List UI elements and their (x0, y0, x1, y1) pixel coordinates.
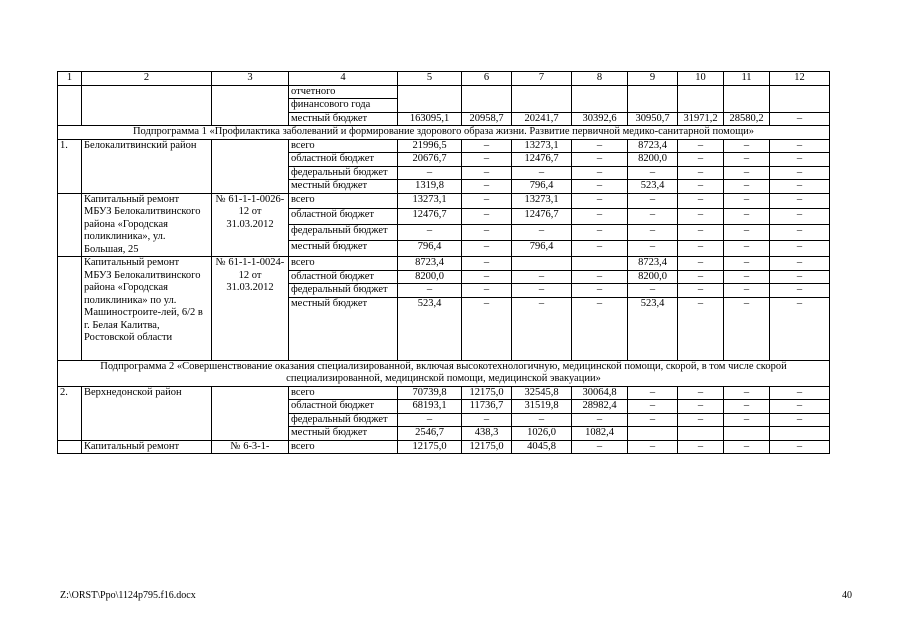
num-cell: 2. (58, 386, 82, 440)
label-cell: местный бюджет (289, 112, 398, 126)
value-cell: – (462, 257, 512, 271)
value-cell: 28982,4 (572, 400, 628, 414)
table-row (58, 139, 830, 153)
value-cell: 20958,7 (462, 112, 512, 126)
value-cell: – (724, 257, 770, 271)
value-cell: – (678, 297, 724, 360)
value-cell: – (724, 413, 770, 427)
value-cell: – (770, 440, 830, 454)
value-cell: – (398, 284, 462, 298)
value-cell: – (628, 193, 678, 209)
value-cell: – (572, 193, 628, 209)
value-cell: – (724, 193, 770, 209)
value-cell: – (572, 225, 628, 241)
label-cell: всего (289, 193, 398, 209)
column-header: 12 (770, 72, 830, 86)
value-cell (628, 427, 678, 441)
value-cell: – (724, 209, 770, 225)
subprogram-row (58, 360, 830, 386)
label-cell: всего (289, 386, 398, 400)
value-cell: 796,4 (398, 241, 462, 257)
value-cell: – (572, 413, 628, 427)
value-cell: 68193,1 (398, 400, 462, 414)
header-row (58, 72, 830, 86)
value-cell: – (572, 270, 628, 284)
value-cell: 13273,1 (512, 193, 572, 209)
value-cell: – (572, 139, 628, 153)
label-cell: финансового года (289, 99, 398, 113)
object-name: Верхнедонской район (82, 386, 212, 440)
value-cell: – (398, 413, 462, 427)
value-cell: – (678, 193, 724, 209)
object-name: Капитальный ремонт МБУЗ Белокалитвинского района «Городская поликлиника» по ул. Машиностроите-лей, 6/2 в г. Белая Калитва, Ростовской области (82, 257, 212, 361)
value-cell: – (678, 400, 724, 414)
value-cell: 12175,0 (462, 386, 512, 400)
value-cell: – (462, 153, 512, 167)
value-cell: – (398, 225, 462, 241)
value-cell: – (398, 166, 462, 180)
value-cell: – (572, 241, 628, 257)
value-cell: – (770, 241, 830, 257)
object-name: Белокалитвинский район (82, 139, 212, 193)
value-cell: – (628, 166, 678, 180)
num-cell: 1. (58, 139, 82, 193)
value-cell (770, 427, 830, 441)
value-cell: 523,4 (628, 297, 678, 360)
object-name: Капитальный ремонт (82, 440, 212, 454)
value-cell: – (512, 297, 572, 360)
value-cell: – (572, 209, 628, 225)
value-cell: – (628, 241, 678, 257)
value-cell: – (572, 440, 628, 454)
value-cell: – (628, 284, 678, 298)
value-cell: – (724, 440, 770, 454)
value-cell: – (678, 139, 724, 153)
label-cell: областной бюджет (289, 153, 398, 167)
name-cell (82, 85, 212, 126)
value-cell: 12476,7 (512, 209, 572, 225)
value-cell: 11736,7 (462, 400, 512, 414)
value-cell: – (512, 270, 572, 284)
column-header: 4 (289, 72, 398, 86)
value-cell: – (572, 180, 628, 194)
value-cell: 12476,7 (512, 153, 572, 167)
value-cell: 12175,0 (398, 440, 462, 454)
value-cell: – (678, 241, 724, 257)
label-cell: отчетного (289, 85, 398, 99)
object-name: Капитальный ремонт МБУЗ Белокалитвинского района «Городская поликлиника», ул. Большая, 25 (82, 193, 212, 257)
value-cell: – (628, 413, 678, 427)
value-cell: – (462, 284, 512, 298)
value-cell: 796,4 (512, 180, 572, 194)
document-ref (212, 139, 289, 193)
value-cell: 1319,8 (398, 180, 462, 194)
value-cell: 8200,0 (628, 270, 678, 284)
value-cell: – (462, 297, 512, 360)
value-cell (770, 85, 830, 112)
value-cell: – (462, 413, 512, 427)
value-cell: – (724, 270, 770, 284)
column-header: 10 (678, 72, 724, 86)
value-cell: 20676,7 (398, 153, 462, 167)
value-cell: 8200,0 (628, 153, 678, 167)
label-cell: местный бюджет (289, 180, 398, 194)
label-cell: местный бюджет (289, 297, 398, 360)
value-cell: – (724, 400, 770, 414)
value-cell (678, 427, 724, 441)
value-cell: 28580,2 (724, 112, 770, 126)
value-cell: – (724, 180, 770, 194)
value-cell (572, 257, 628, 271)
value-cell (512, 257, 572, 271)
num-cell (58, 257, 82, 361)
value-cell: – (770, 270, 830, 284)
value-cell: – (770, 139, 830, 153)
value-cell: – (770, 257, 830, 271)
value-cell: – (572, 166, 628, 180)
subprogram-title: Подпрограмма 1 «Профилактика заболеваний и формирование здорового образа жизни. Развитие первичной медико-санитарной помощи» (58, 126, 830, 140)
value-cell: – (462, 225, 512, 241)
value-cell: – (678, 257, 724, 271)
value-cell: 523,4 (628, 180, 678, 194)
value-cell: – (770, 284, 830, 298)
label-cell: федеральный бюджет (289, 225, 398, 241)
num-cell (58, 440, 82, 454)
column-header: 1 (58, 72, 82, 86)
value-cell: 30392,6 (572, 112, 628, 126)
value-cell: 438,3 (462, 427, 512, 441)
value-cell: – (770, 193, 830, 209)
value-cell: – (724, 284, 770, 298)
label-cell: областной бюджет (289, 400, 398, 414)
column-header: 3 (212, 72, 289, 86)
label-cell: областной бюджет (289, 209, 398, 225)
column-header: 2 (82, 72, 212, 86)
value-cell: 1026,0 (512, 427, 572, 441)
value-cell: – (724, 225, 770, 241)
value-cell: 2546,7 (398, 427, 462, 441)
label-cell: федеральный бюджет (289, 284, 398, 298)
label-cell: всего (289, 257, 398, 271)
value-cell: – (512, 166, 572, 180)
value-cell: – (724, 297, 770, 360)
value-cell: – (462, 270, 512, 284)
value-cell: 30064,8 (572, 386, 628, 400)
label-cell: федеральный бюджет (289, 166, 398, 180)
column-header: 11 (724, 72, 770, 86)
value-cell: 21996,5 (398, 139, 462, 153)
value-cell: – (512, 284, 572, 298)
value-cell: 31519,8 (512, 400, 572, 414)
value-cell: – (462, 166, 512, 180)
value-cell: – (678, 153, 724, 167)
value-cell: 31971,2 (678, 112, 724, 126)
document-ref: № 6-3-1- (212, 440, 289, 454)
value-cell: – (770, 225, 830, 241)
value-cell: 796,4 (512, 241, 572, 257)
subprogram-title: Подпрограмма 2 «Совершенствование оказания специализированной, включая высокотехнологичную, медицинской помощи, скорой, в том числе скорой специализированной, медицинской помощи, медицинской эвакуации» (58, 360, 830, 386)
table-row (58, 85, 830, 99)
value-cell: – (770, 297, 830, 360)
label-cell: федеральный бюджет (289, 413, 398, 427)
value-cell: – (678, 413, 724, 427)
column-header: 9 (628, 72, 678, 86)
num-cell (58, 85, 82, 126)
value-cell (724, 85, 770, 112)
value-cell: 4045,8 (512, 440, 572, 454)
column-header: 6 (462, 72, 512, 86)
value-cell: – (770, 166, 830, 180)
budget-table (57, 71, 830, 454)
value-cell: – (462, 193, 512, 209)
value-cell (398, 85, 462, 112)
value-cell: – (462, 180, 512, 194)
value-cell: – (770, 413, 830, 427)
value-cell: – (678, 180, 724, 194)
value-cell: – (678, 284, 724, 298)
value-cell (572, 85, 628, 112)
value-cell: – (770, 386, 830, 400)
document-ref: № 61-1-1-0026-12 от 31.03.2012 (212, 193, 289, 257)
value-cell: – (724, 139, 770, 153)
value-cell: – (724, 166, 770, 180)
document-ref: № 61-1-1-0024-12 от 31.03.2012 (212, 257, 289, 361)
value-cell: 70739,8 (398, 386, 462, 400)
table-row (58, 440, 830, 454)
document-ref (212, 386, 289, 440)
value-cell: – (628, 440, 678, 454)
value-cell: 13273,1 (398, 193, 462, 209)
value-cell: – (512, 413, 572, 427)
subprogram-row (58, 126, 830, 140)
value-cell: – (770, 112, 830, 126)
value-cell (512, 85, 572, 112)
doc-cell (212, 85, 289, 126)
value-cell: – (628, 386, 678, 400)
value-cell: 12476,7 (398, 209, 462, 225)
value-cell (724, 427, 770, 441)
table-row (58, 257, 830, 271)
value-cell: 1082,4 (572, 427, 628, 441)
value-cell: – (462, 241, 512, 257)
value-cell: 12175,0 (462, 440, 512, 454)
value-cell: – (770, 180, 830, 194)
value-cell (628, 85, 678, 112)
value-cell: 13273,1 (512, 139, 572, 153)
value-cell: – (572, 297, 628, 360)
value-cell: – (770, 153, 830, 167)
label-cell: областной бюджет (289, 270, 398, 284)
value-cell: – (724, 386, 770, 400)
value-cell: 20241,7 (512, 112, 572, 126)
value-cell: – (678, 225, 724, 241)
value-cell: 8723,4 (628, 139, 678, 153)
value-cell: – (724, 153, 770, 167)
value-cell: – (628, 225, 678, 241)
value-cell: – (678, 440, 724, 454)
label-cell: местный бюджет (289, 241, 398, 257)
value-cell: – (628, 209, 678, 225)
value-cell: – (770, 209, 830, 225)
document-path: Z:\ORST\Ppo\1124p795.f16.docx (60, 590, 196, 601)
value-cell: – (462, 139, 512, 153)
value-cell: 8723,4 (628, 257, 678, 271)
column-header: 5 (398, 72, 462, 86)
value-cell: – (572, 284, 628, 298)
label-cell: всего (289, 139, 398, 153)
value-cell: 163095,1 (398, 112, 462, 126)
value-cell: 32545,8 (512, 386, 572, 400)
table-row (58, 386, 830, 400)
page-number: 40 (842, 590, 852, 601)
value-cell: – (628, 400, 678, 414)
value-cell: – (724, 241, 770, 257)
table-row (58, 193, 830, 209)
value-cell: – (462, 209, 512, 225)
value-cell: 8723,4 (398, 257, 462, 271)
value-cell: 523,4 (398, 297, 462, 360)
column-header: 7 (512, 72, 572, 86)
label-cell: местный бюджет (289, 427, 398, 441)
value-cell: – (678, 386, 724, 400)
value-cell (678, 85, 724, 112)
value-cell: – (678, 166, 724, 180)
num-cell (58, 193, 82, 257)
label-cell: всего (289, 440, 398, 454)
value-cell: 30950,7 (628, 112, 678, 126)
value-cell (462, 85, 512, 112)
value-cell: – (678, 270, 724, 284)
value-cell: – (572, 153, 628, 167)
value-cell: – (678, 209, 724, 225)
column-header: 8 (572, 72, 628, 86)
value-cell: – (770, 400, 830, 414)
value-cell: 8200,0 (398, 270, 462, 284)
value-cell: – (512, 225, 572, 241)
